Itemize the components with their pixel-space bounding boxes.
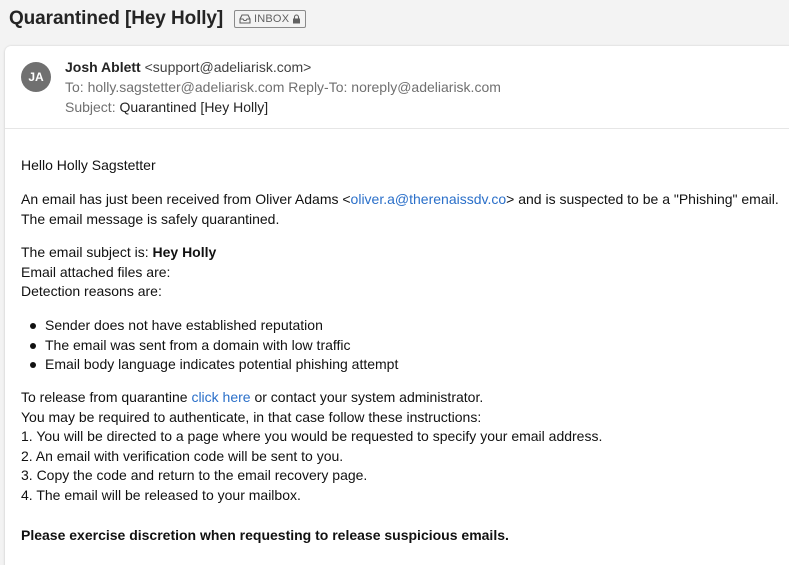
reasons-list <box>5 316 398 375</box>
subject-detail <box>21 243 216 263</box>
intro-suffix: > and is suspected to be a "Phishing" email. <box>506 191 779 207</box>
intro-line-1 <box>21 190 779 210</box>
message-header <box>5 46 789 129</box>
step-3: 3. Copy the code and return to the email recovery page. <box>21 467 368 483</box>
list-item: Email body language indicates potential phishing attempt <box>5 355 398 375</box>
intro-paragraph <box>21 190 779 229</box>
release-prefix: To release from quarantine <box>21 389 192 405</box>
details-paragraph <box>21 243 216 302</box>
subject-label: Subject: <box>65 99 116 115</box>
detection-reasons-line: Detection reasons are: <box>21 283 162 299</box>
page-title: Quarantined [Hey Holly] <box>9 8 224 29</box>
inbox-tray-icon <box>239 14 251 24</box>
release-paragraph <box>21 388 602 505</box>
recipients-line <box>65 78 501 96</box>
release-line <box>21 388 602 408</box>
release-link[interactable]: click here <box>191 389 251 405</box>
subject-value: Quarantined [Hey Holly] <box>119 99 269 115</box>
release-suffix: or contact your system administrator. <box>250 389 484 405</box>
to-field[interactable]: To: holly.sagstetter@adeliarisk.com <box>65 79 285 95</box>
lock-icon <box>292 14 301 24</box>
list-item: The email was sent from a domain with low traffic <box>5 336 398 356</box>
step-4: 4. The email will be released to your mailbox. <box>21 486 301 503</box>
step-2: 2. An email with verification code will be sent to you. <box>21 447 344 464</box>
greeting: Hello Holly Sagstetter <box>21 157 156 173</box>
intro-prefix: An email has just been received from Oliver Adams < <box>21 191 351 207</box>
sender-email-link[interactable]: oliver.a@therenaissdv.co <box>350 191 507 207</box>
title-bar <box>0 0 789 42</box>
warning-text: Please exercise discretion when requesting to release suspicious emails. <box>21 527 509 543</box>
list-item: Sender does not have established reputation <box>5 316 398 336</box>
folder-badge[interactable] <box>234 10 306 28</box>
avatar[interactable]: JA <box>21 62 51 92</box>
reply-to-field[interactable]: Reply-To: noreply@adeliarisk.com <box>288 79 501 95</box>
subject-detail-prefix: The email subject is: <box>21 244 153 260</box>
auth-note: You may be required to authenticate, in that case follow these instructions: <box>21 408 482 425</box>
message-card <box>5 46 789 565</box>
attached-files-line: Email attached files are: <box>21 263 171 280</box>
folder-badge-label: INBOX <box>254 13 290 25</box>
subject-line <box>65 98 268 116</box>
sender-name[interactable]: Josh Ablett <box>65 59 141 75</box>
sender-email[interactable]: <support@adeliarisk.com> <box>144 59 312 75</box>
step-1: 1. You will be directed to a page where you would be requested to specify your email address. <box>21 428 603 444</box>
intro-line-2: The email message is safely quarantined. <box>21 210 280 227</box>
sender-line <box>65 58 311 76</box>
subject-detail-value: Hey Holly <box>152 244 217 260</box>
